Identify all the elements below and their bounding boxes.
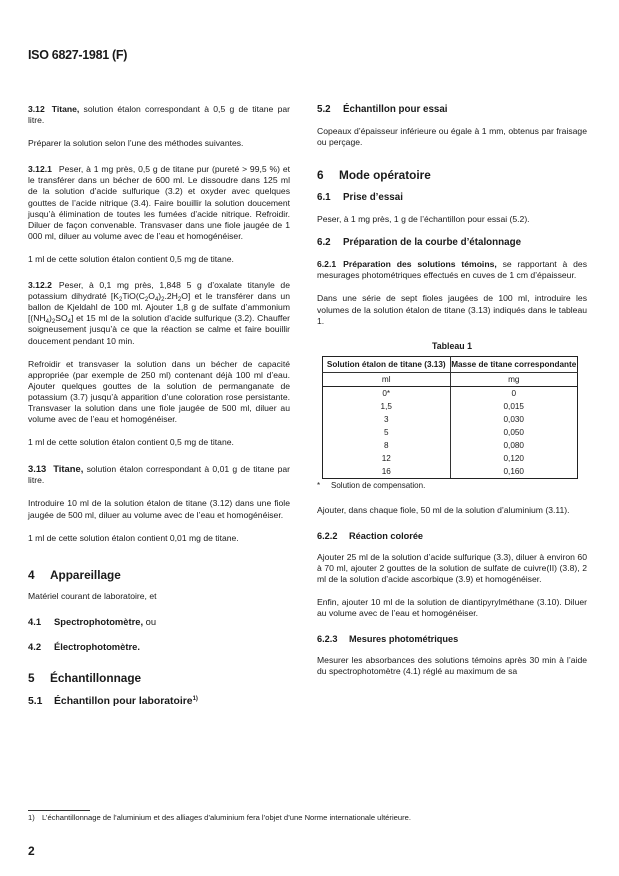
section-text: ] et 15 ml de la solution d’acide sulfurique (3.2). Chauffer soigneusement jusqu’à ce que la réaction se calme et faire bouillir doucement pendant 10 min.: [28, 313, 290, 346]
section-text: ou: [143, 615, 157, 627]
table-row: [323, 386, 578, 400]
formula-subscript: 2: [118, 297, 123, 304]
section-5-heading: [28, 671, 290, 685]
section-title: Prise d’essai: [343, 192, 403, 204]
section-6-1-text: Peser, à 1 mg près, 1 g de l’échantillon pour essai (5.2).: [317, 214, 530, 225]
section-number: 3.12.2: [28, 280, 52, 291]
section-6-2-2-para1: Ajouter 25 ml de la solution d’acide sulfurique (3.3), diluer à environ 60 à 70 ml, ajouter 2 gouttes de la solution de sulfate de cuivre(II) (3.8), 2 ml de la solution d’acide ascorbique (3.9) et homogénéiser.: [317, 551, 587, 585]
section-6-2-1: [317, 259, 587, 281]
section-3-13-para: Introduire 10 ml de la solution étalon de titane (3.12) dans une fiole jaugée de 500 ml, diluer au volume avec de l’eau et homogénéiser.: [28, 498, 290, 520]
section-3-13: [28, 463, 290, 486]
section-4-1: [28, 616, 290, 628]
section-3-12-2-note: 1 ml de cette solution étalon contient 0,5 mg de titane.: [28, 437, 234, 448]
section-3-12-1: [28, 164, 290, 242]
table-caption: Tableau 1: [432, 340, 472, 351]
table-cell: 0,080: [450, 439, 578, 452]
table-cell: 5: [323, 426, 451, 439]
section-4-2: [28, 641, 290, 653]
table-header-volume: Solution étalon de titane (3.13): [323, 356, 451, 372]
table-unit-volume: ml: [323, 372, 451, 386]
table-header-mass: Masse de titane correspondante: [450, 356, 578, 372]
section-6-2-1-para: Dans une série de sept fioles jaugées de 100 ml, introduire les volumes de la solution étalon de titane (3.13) indiqués dans le tableau 1.: [317, 293, 587, 326]
section-number: 6.2.1: [317, 259, 337, 270]
section-6-2-heading: [317, 237, 587, 249]
section-number: 6.2.2: [317, 530, 338, 541]
section-number: 6: [317, 168, 324, 183]
section-title: Échantillon pour essai: [343, 104, 448, 115]
section-text: O] et le transférer dans un ballon de Kjeldahl de 100 ml. Ajouter 1,8 g de sulfate d’ammonium [(NH: [28, 291, 290, 324]
section-3-12-1-note: 1 ml de cette solution étalon contient 0,5 mg de titane.: [28, 253, 234, 264]
section-number: 3.12: [28, 104, 45, 114]
section-title: Spectrophotomètre,: [54, 615, 144, 627]
formula-subscript: 4: [154, 297, 159, 304]
section-title: Mesures photométriques: [349, 634, 459, 645]
page-number: 2: [28, 844, 35, 858]
formula-subscript: 2: [161, 297, 165, 304]
table-cell: 16: [323, 465, 451, 479]
section-text: Peser, à 1 mg près, 0,5 g de titane pur (pureté > 99,5 %) et le transférer dans un bécher de 600 ml. Le dissoudre dans 125 ml de la solution d’acide sulfurique (3.2) et oxyder avec quelques gouttes de l’acide nitrique (3.4). Faire bouillir la solution doucement jusqu’à élimination de toutes les fumées d’acide nitrique. Refroidir. Diluer de façon convenable. Transvaser dans une fiole jaugée de 1 000 ml, diluer au volume avec de l’eau et homogénéiser.: [28, 164, 290, 241]
right-column: [317, 104, 587, 678]
section-6-2-2-para2: Enfin, ajouter 10 ml de la solution de diantipyrylméthane (3.10). Diluer au volume avec de l’eau et homogénéiser.: [317, 597, 587, 619]
footnote-marker: 1): [28, 813, 35, 822]
footnote-divider: [28, 810, 90, 811]
table-1: [322, 356, 578, 479]
formula-part: O: [148, 291, 155, 302]
section-6-2-2-heading: [317, 530, 587, 542]
section-3-12: [28, 104, 290, 126]
section-number: 6.2: [317, 237, 331, 249]
formula-part: ): [49, 313, 52, 324]
section-title: Titane,: [53, 463, 84, 475]
section-number: 4.1: [28, 615, 42, 627]
table-row: [323, 465, 578, 479]
section-3-12-intro: Préparer la solution selon l’une des méthodes suivantes.: [28, 138, 244, 149]
section-number: 4: [28, 567, 35, 582]
section-6-2-3-text: Mesurer les absorbances des solutions témoins après 30 min à l’aide du spectrophotomètre (4.1) réglé au maximum de sa: [317, 655, 587, 677]
section-5-2-heading: [317, 104, 587, 116]
formula-part: SO: [55, 313, 68, 324]
table-cell: 0: [450, 386, 578, 400]
section-text: solution étalon correspondant à 0,5 g de titane par litre.: [28, 104, 290, 126]
table-cell: 3: [323, 413, 451, 426]
table-cell: 0*: [323, 386, 451, 400]
section-number: 6.1: [317, 192, 331, 204]
table-row: [323, 439, 578, 452]
section-title: Préparation des solutions témoins,: [343, 259, 497, 270]
section-number: 6.2.3: [317, 634, 338, 645]
section-6-1-heading: [317, 192, 587, 204]
section-title: Échantillon pour laboratoire: [54, 695, 193, 707]
table-cell: 0,050: [450, 426, 578, 439]
section-number: 3.12.1: [28, 164, 52, 175]
section-text: solution étalon correspondant à 0,01 g de titane par litre.: [28, 464, 290, 486]
section-3-13-note: 1 ml de cette solution étalon contient 0,01 mg de titane.: [28, 532, 239, 543]
footnote: [28, 813, 411, 822]
table-unit-mass: mg: [450, 372, 578, 386]
after-table-text: Ajouter, dans chaque fiole, 50 ml de la solution d’aluminium (3.11).: [317, 504, 570, 515]
formula-subscript: 2: [144, 297, 149, 304]
section-4-heading: [28, 568, 290, 582]
section-title: Appareillage: [50, 567, 121, 582]
formula-part: TiO(C: [122, 291, 145, 302]
section-title: Réaction colorée: [349, 530, 424, 541]
formula-part: .2H: [164, 291, 178, 302]
section-number: 5: [28, 670, 35, 685]
section-title: Électrophotomètre.: [54, 640, 140, 652]
section-text: Peser, à 0,1 mg près, 1,848 5 g d’oxalate titanyle de potassium dihydraté [K: [28, 280, 290, 302]
table-row: [323, 400, 578, 413]
section-5-1: [28, 696, 290, 708]
table-row: [323, 413, 578, 426]
section-3-12-2: [28, 280, 290, 347]
section-title: Mode opératoire: [339, 168, 431, 183]
formula-subscript: 4: [67, 319, 71, 326]
section-6-2-3-heading: [317, 633, 587, 645]
section-title: Titane,: [51, 104, 80, 114]
formula-subscript: 2: [51, 319, 56, 326]
formula-part: ): [158, 291, 162, 302]
footnote-reference[interactable]: 1): [192, 695, 198, 702]
table-note-marker: *: [317, 480, 321, 490]
table-row: [323, 426, 578, 439]
table-row: [323, 452, 578, 465]
table-cell: 1,5: [323, 400, 451, 413]
section-number: 5.2: [317, 104, 331, 115]
table-cell: 0,160: [450, 465, 578, 479]
table-cell: 12: [323, 452, 451, 465]
section-5-2-text: Copeaux d’épaisseur inférieure ou égale à 1 mm, obtenus par fraisage ou perçage.: [317, 126, 587, 148]
formula-subscript: 4: [45, 319, 50, 326]
section-title: Préparation de la courbe d’étalonnage: [343, 237, 522, 249]
footnote-text: L’échantillonnage de l’aluminium et des alliages d’aluminium fera l’objet d’une Norme internationale ultérieure.: [42, 813, 411, 822]
document-header: ISO 6827-1981 (F): [28, 48, 128, 62]
table-note-text: Solution de compensation.: [331, 480, 426, 490]
section-title: Échantillonnage: [50, 670, 142, 685]
section-number: 4.2: [28, 640, 42, 652]
table-note: [317, 481, 587, 491]
section-4-intro: Matériel courant de laboratoire, et: [28, 590, 157, 601]
section-text: se rapportant à des mesurages photométriques effectués en cuves de 1 cm d’épaisseur.: [317, 259, 587, 281]
section-number: 5.1: [28, 695, 43, 707]
table-cell: 0,120: [450, 452, 578, 465]
table-cell: 0,015: [450, 400, 578, 413]
section-6-heading: [317, 168, 587, 182]
formula-subscript: 2: [177, 297, 182, 304]
left-column: [28, 104, 290, 708]
section-3-12-2-para2: Refroidir et transvaser la solution dans un bécher de capacité appropriée (par exemple de 250 ml) contenant déjà 100 ml d’eau. Ajouter quelques gouttes de la solution de permanganate de potassium (3.7) jusqu’à apparition d’une coloration rose persistante. Transvaser la solution dans une fiole jaugée de 500 ml, diluer au volume avec de l’eau et homogénéiser.: [28, 358, 290, 425]
table-cell: 0,030: [450, 413, 578, 426]
section-number: 3.13: [28, 463, 47, 475]
table-cell: 8: [323, 439, 451, 452]
